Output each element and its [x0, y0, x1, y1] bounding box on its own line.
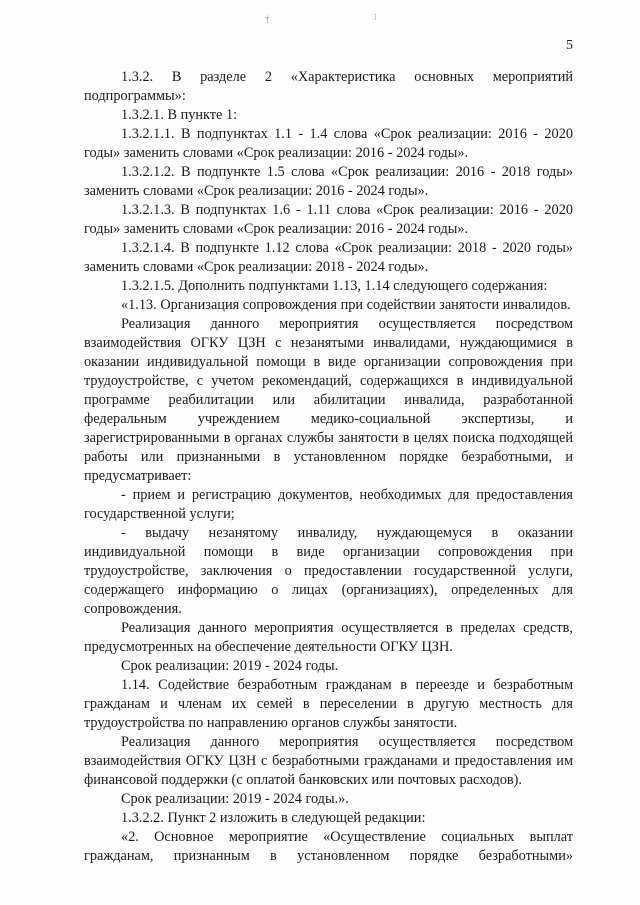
- paragraph-funding-1-13: Реализация данного мероприятия осуществляется в пределах средств, предусмотренных на обеспечение деятельности ОГКУ ЦЗН.: [84, 620, 573, 655]
- paragraph-1-3-2-1-2: 1.3.2.1.2. В подпункте 1.5 слова «Срок реализации: 2016 - 2018 годы» заменить словами «Срок реализации: 2016 - 2024 годы».: [84, 164, 573, 199]
- paragraph-implementation-1-13: Реализация данного мероприятия осуществляется посредством взаимодействия ОГКУ ЦЗН с незанятыми инвалидами, нуждающимися в оказании индивидуальной помощи в виде организации сопровождения при трудоустройстве, с учетом рекомендаций, содержащихся в индивидуальной программе реабилитации или абилитации инвалида, разработанной федеральным учреждением медико-социальной экспертизы, и зарегистрированными в органах службы занятости в целях поиска подходящей работы или признанными в установленном порядке безработными, и предусматривает:: [84, 316, 573, 484]
- page-number: 5: [566, 38, 573, 53]
- paragraph-1-3-2-1-3: 1.3.2.1.3. В подпунктах 1.6 - 1.11 слова «Срок реализации: 2016 - 2020 годы» заменить словами «Срок реализации: 2016 - 2024 годы».: [84, 202, 573, 237]
- document-body: [84, 68, 573, 866]
- paragraph-item-1-13: «1.13. Организация сопровождения при содействии занятости инвалидов.: [121, 297, 571, 313]
- list-item-issuance: - выдачу незанятому инвалиду, нуждающемуся в оказании индивидуальной помощи в виде организации сопровождения при трудоустройстве, заключения о предоставлении государственной услуги, содержащего информацию о лицах (организациях), определенных для сопровождения.: [84, 525, 573, 617]
- scan-mark-right: ⁝: [374, 12, 377, 22]
- paragraph-implementation-1-14: Реализация данного мероприятия осуществляется посредством взаимодействия ОГКУ ЦЗН с безработными гражданами и предоставления им финансовой поддержки (с оплатой банковских или почтовых расходов).: [84, 734, 573, 788]
- paragraph-1-3-2-1-5: 1.3.2.1.5. Дополнить подпунктами 1.13, 1.14 следующего содержания:: [121, 278, 548, 294]
- scan-mark-left: †: [265, 14, 270, 24]
- paragraph-item-1-14: 1.14. Содействие безработным гражданам в переезде и безработным гражданам и членам их семей в переселении в другую местность для трудоустройства по направлению органов службы занятости.: [84, 677, 573, 731]
- paragraph-1-3-2-2: 1.3.2.2. Пункт 2 изложить в следующей редакции:: [121, 810, 426, 826]
- paragraph-1-3-2-1: 1.3.2.1. В пункте 1:: [121, 107, 238, 123]
- paragraph-item-2: «2. Основное мероприятие «Осуществление социальных выплат гражданам, признанным в установленном порядке безработными»: [84, 829, 573, 864]
- paragraph-1-3-2-1-4: 1.3.2.1.4. В подпункте 1.12 слова «Срок реализации: 2018 - 2020 годы» заменить словами «Срок реализации: 2018 - 2024 годы».: [84, 240, 573, 275]
- paragraph-1-3-2: 1.3.2. В разделе 2 «Характеристика основных мероприятий подпрограммы»:: [84, 69, 573, 104]
- paragraph-1-3-2-1-1: 1.3.2.1.1. В подпунктах 1.1 - 1.4 слова «Срок реализации: 2016 - 2020 годы» заменить словами «Срок реализации: 2016 - 2024 годы».: [84, 126, 573, 161]
- list-item-reception: - прием и регистрацию документов, необходимых для предоставления государственной услуги;: [84, 487, 573, 522]
- paragraph-term-1-13: Срок реализации: 2019 - 2024 годы.: [121, 658, 339, 674]
- paragraph-term-1-14: Срок реализации: 2019 - 2024 годы.».: [121, 791, 349, 807]
